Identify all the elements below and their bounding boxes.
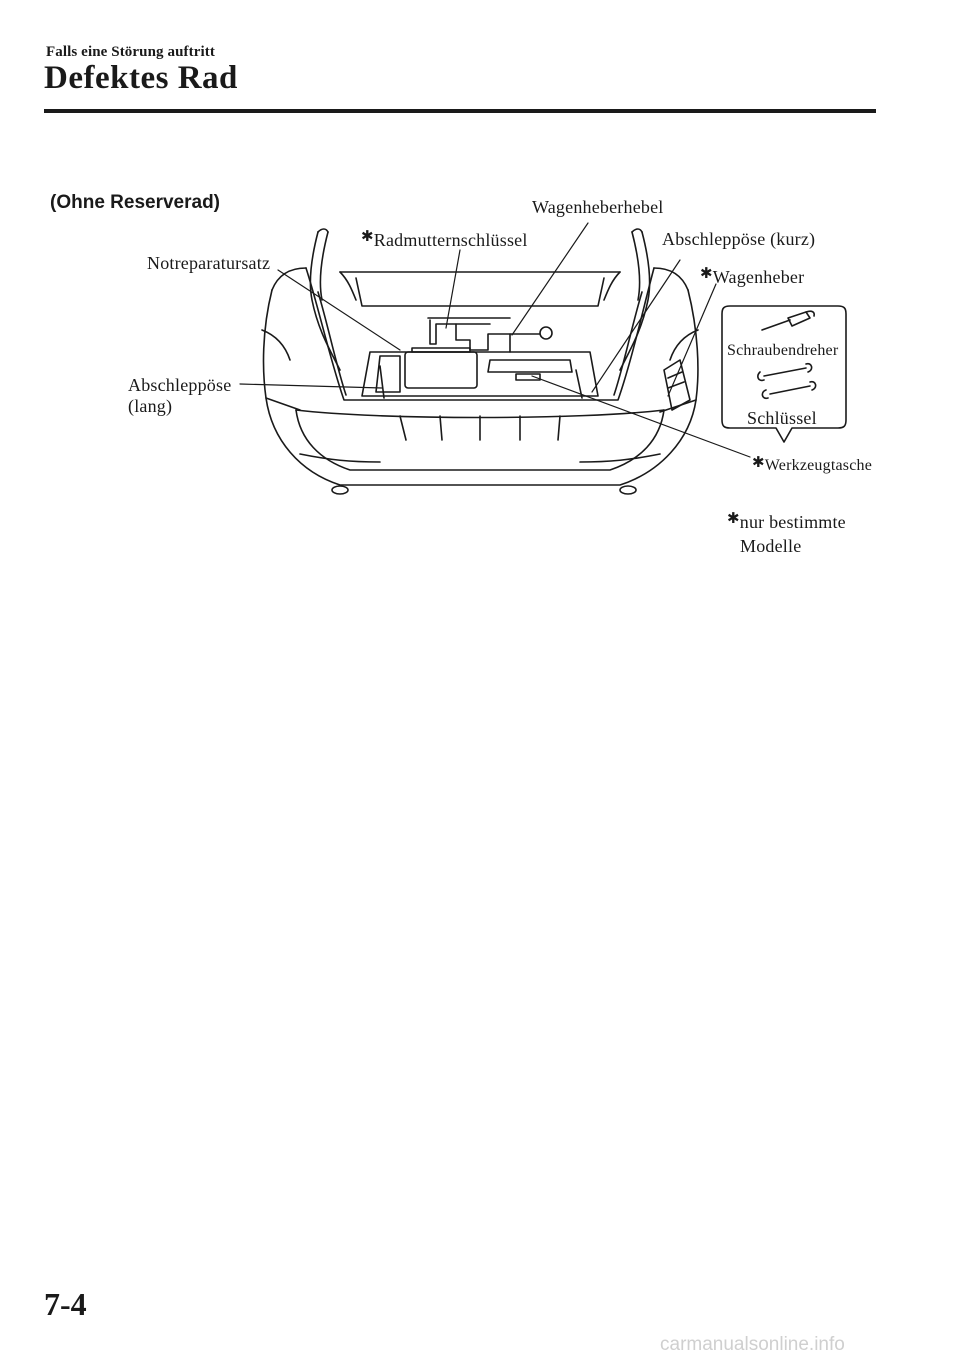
label-wagenheber: ✱Wagenheber bbox=[700, 266, 805, 287]
asterisk-icon: ✱ bbox=[361, 229, 374, 245]
trunk-back-wall bbox=[340, 272, 620, 306]
label-radmutternschluessel: ✱Radmutternschlüssel bbox=[361, 229, 528, 250]
label-notreparatursatz: Notreparatursatz bbox=[147, 253, 271, 273]
car-body-outline bbox=[264, 290, 698, 485]
watermark: carmanualsonline.info bbox=[660, 1334, 845, 1355]
page-number: 7-4 bbox=[44, 1286, 87, 1322]
trunk-illustration bbox=[0, 0, 960, 600]
asterisk-icon: ✱ bbox=[727, 511, 740, 527]
section-heading: Falls eine Störung auftritt bbox=[46, 44, 215, 60]
spanner-drawing bbox=[758, 364, 816, 399]
page-title: Defektes Rad bbox=[44, 60, 238, 96]
variant-label: (Ohne Reserverad) bbox=[50, 192, 221, 213]
screwdriver-drawing bbox=[762, 311, 814, 330]
footnote-line-2: Modelle bbox=[740, 536, 802, 556]
footnote-line-1: ✱nur bestimmte bbox=[727, 511, 846, 532]
label-abschleppoese-lang: Abschleppöse bbox=[128, 375, 232, 395]
storage-tray bbox=[362, 352, 598, 396]
label-schluessel: Schlüssel bbox=[747, 408, 817, 428]
label-abschleppoese-kurz: Abschleppöse (kurz) bbox=[662, 229, 816, 249]
asterisk-icon: ✱ bbox=[752, 455, 765, 471]
label-wagenheberhebel: Wagenheberhebel bbox=[532, 197, 664, 217]
car-trunk-drawing bbox=[0, 0, 960, 600]
exhaust-right bbox=[620, 486, 636, 494]
repair-kit-box bbox=[405, 352, 477, 388]
exhaust-left bbox=[332, 486, 348, 494]
label-abschleppoese-lang-suffix: (lang) bbox=[128, 396, 173, 416]
jack-shape bbox=[488, 360, 572, 380]
leader-lines bbox=[240, 223, 750, 457]
asterisk-icon: ✱ bbox=[700, 266, 713, 282]
label-schraubendreher: Schraubendreher bbox=[727, 342, 839, 359]
label-werkzeugtasche: ✱Werkzeugtasche bbox=[752, 455, 873, 474]
